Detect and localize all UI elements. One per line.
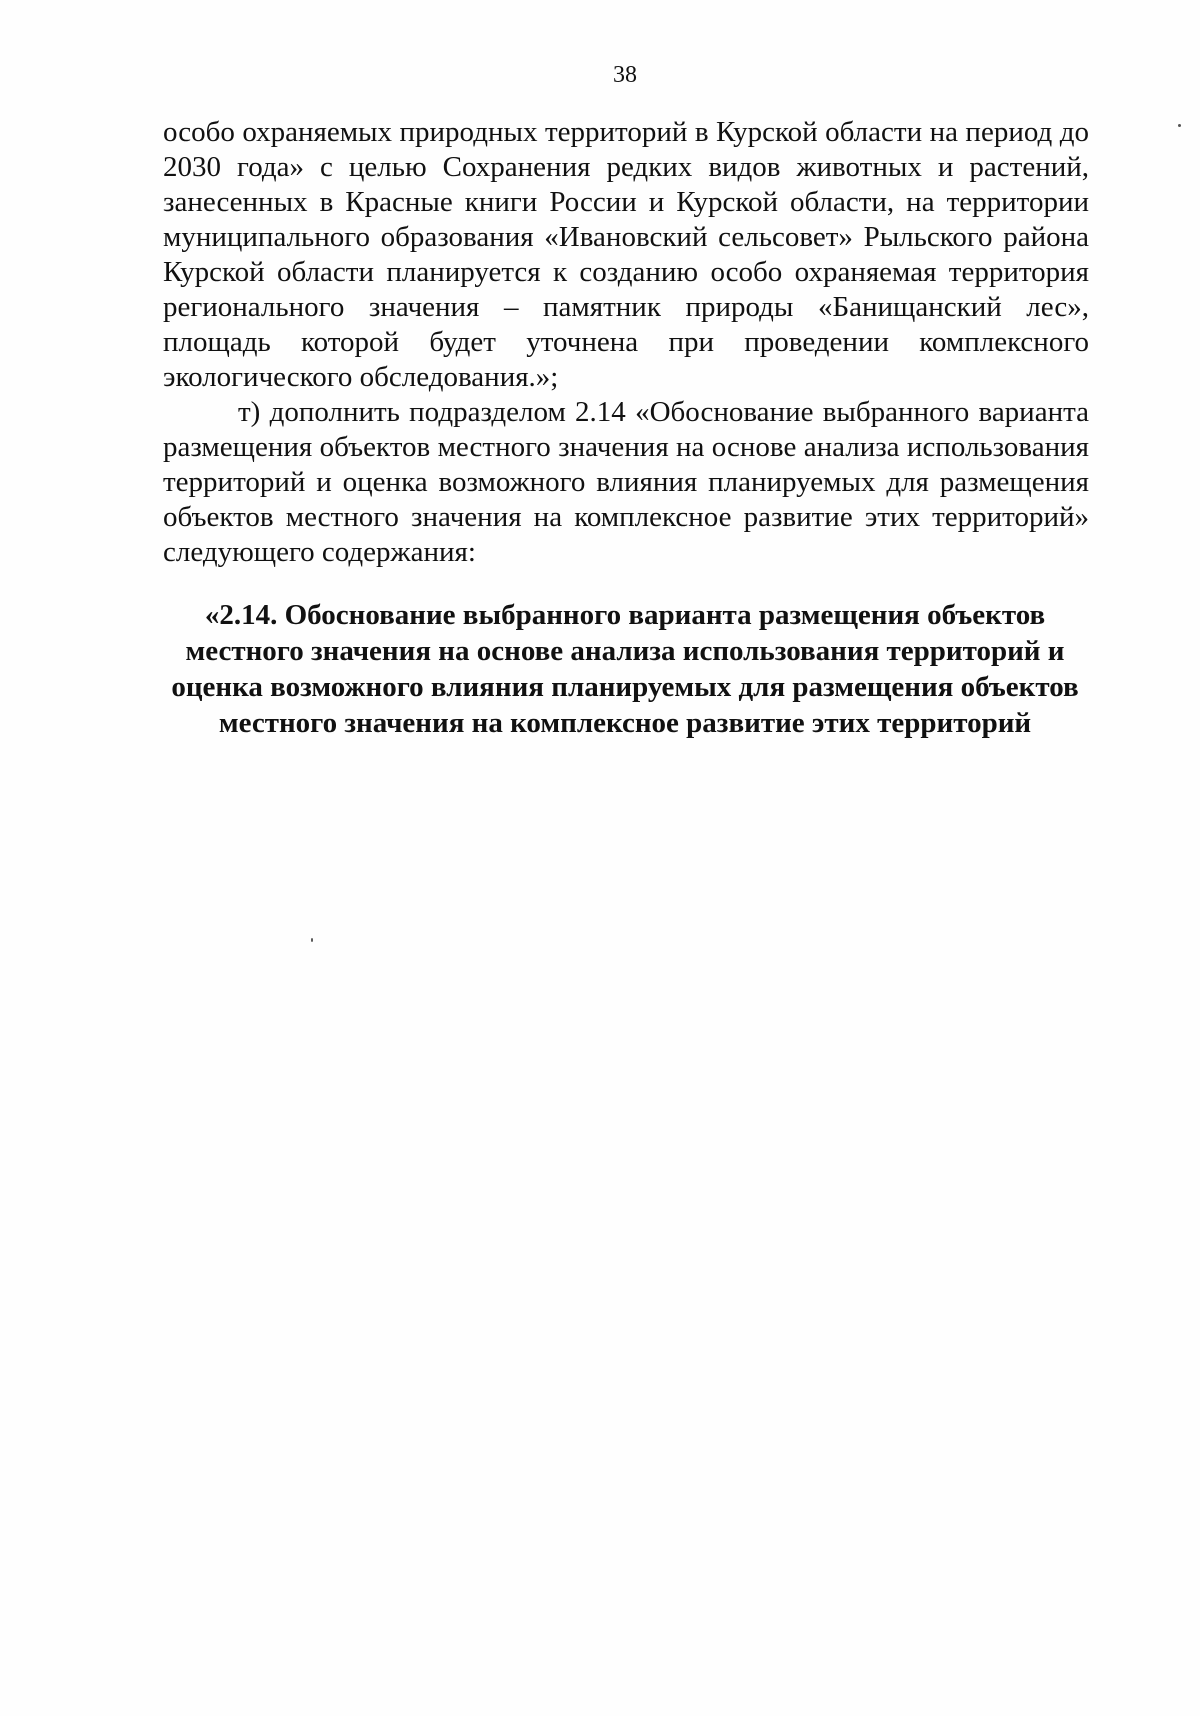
paragraph-amendment-t: т) дополнить подразделом 2.14 «Обоснование выбранного варианта размещения объектов местного значения на основе анализа использования территорий и оценка возможного влияния планируемых для размещения объектов местного значения на комплексное развитие этих территорий» следующего содержания: (163, 396, 1089, 568)
scan-speck (1178, 124, 1181, 127)
body-text (163, 115, 1089, 570)
paragraph-continuation: особо охраняемых природных территорий в Курской области на период до 2030 года» с целью Сохранения редких видов животных и растений, занесенных в Красные книги России и Курской области, на территории муниципального образования «Ивановский сельсовет» Рыльского района Курской области планируется к созданию особо охраняемая территория регионального значения – памятник природы «Банищанский лес», площадь которой будет уточнена при проведении комплексного экологического обследования.»; (163, 116, 1089, 393)
section-heading-2-14: «2.14. Обоснование выбранного варианта размещения объектов местного значения на основе анализа использования территорий и оценка возможного влияния планируемых для размещения объектов местного значения на комплексное развитие этих территорий (171, 599, 1079, 739)
page-number: 38 (613, 62, 637, 88)
scan-speck (311, 938, 313, 942)
